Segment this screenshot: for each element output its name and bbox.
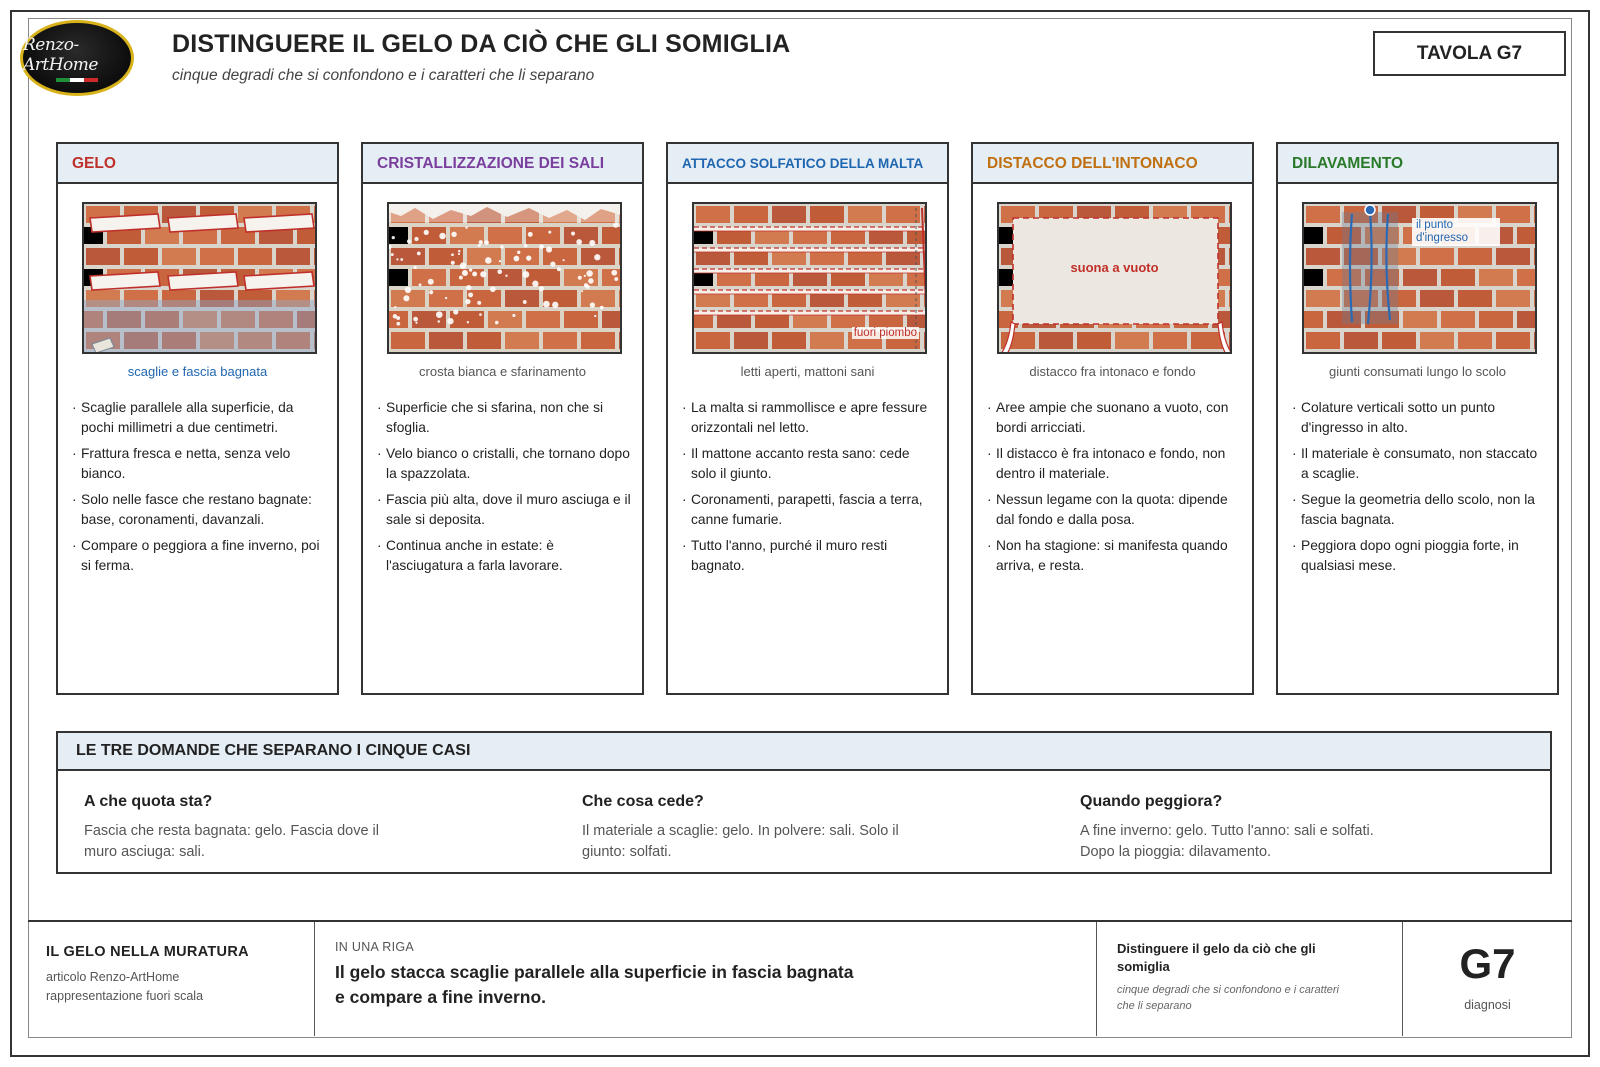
logo-text: Renzo-ArtHome <box>23 34 98 75</box>
illustration-gelo <box>82 202 317 354</box>
bullet-item: · Il distacco è fra intonaco e fondo, non dentro il materiale. <box>987 444 1242 484</box>
illustration-intonaco <box>997 202 1232 354</box>
bullet-list <box>72 398 327 582</box>
series-line: articolo Renzo-ArtHome <box>46 970 180 984</box>
page-subtitle: cinque degradi che si confondono e i caratteri che li separano <box>172 67 595 84</box>
illus-label-suona-a-vuoto: suona a vuoto <box>1070 260 1159 275</box>
panel-solfati <box>666 142 949 695</box>
question-answer: Il materiale a scaglie: gelo. In polvere: sali. Solo il giunto: solfati. <box>582 823 899 860</box>
bullet-list <box>682 398 937 582</box>
bullet-item: · Continua anche in estate: è l'asciugatura a farla lavorare. <box>377 536 632 576</box>
bullet-item: · Tutto l'anno, purché il muro resti bagnato. <box>682 536 937 576</box>
bullet-item: · Frattura fresca e netta, senza velo bianco. <box>72 444 327 484</box>
series-line: rappresentazione fuori scala <box>46 989 204 1003</box>
series-cell <box>28 922 314 1036</box>
question-column <box>1080 793 1410 863</box>
bullet-item: · Scaglie parallele alla superficie, da pochi millimetri a due centimetri. <box>72 398 327 438</box>
bullet-list <box>987 398 1242 582</box>
illus-label-line: d'ingresso <box>1416 232 1469 244</box>
bullet-item: · Aree ampie che suonano a vuoto, con bordi arricciati. <box>987 398 1242 438</box>
oneline-label: IN UNA RIGA <box>335 940 415 954</box>
renzo-arthome-logo <box>20 20 134 96</box>
panel-caption: scaglie e fascia bagnata <box>127 364 268 379</box>
bullet-item: · La malta si rammollisce e apre fessure orizzontali nel letto. <box>682 398 937 438</box>
illustration-dilavamento <box>1302 202 1537 354</box>
panel-caption: distacco fra intonaco e fondo <box>1029 364 1196 379</box>
bullet-item: · Non ha stagione: si manifesta quando arriva, e resta. <box>987 536 1242 576</box>
bullet-item: · Coronamenti, parapetti, fascia a terra, canne fumarie. <box>682 490 937 530</box>
panel-caption: letti aperti, mattoni sani <box>740 364 875 379</box>
bullet-item: · Il mattone accanto resta sano: cede solo il giunto. <box>682 444 937 484</box>
bullet-item: · Segue la geometria dello scolo, non la fascia bagnata. <box>1292 490 1547 530</box>
panel-sali <box>361 142 644 695</box>
sheet-code-label: diagnosi <box>1464 998 1511 1012</box>
brick-wall-illustration <box>84 204 317 354</box>
panel-dilavamento <box>1276 142 1559 695</box>
page-title: DISTINGUERE IL GELO DA CIÒ CHE GLI SOMIGLIA <box>172 30 791 58</box>
bullet-item: · Velo bianco o cristalli, che tornano dopo la spazzolata. <box>377 444 632 484</box>
illustration-sali <box>387 202 622 354</box>
oneline-text: Il gelo stacca scaglie parallele alla superficie in fascia bagnata e compare a fine inverno. <box>335 962 854 1007</box>
question-title: Quando peggiora? <box>1080 793 1223 810</box>
illus-label-line: il punto <box>1416 219 1454 231</box>
panel-title: GELO <box>58 144 337 184</box>
illus-label-punto-ingresso <box>1412 218 1500 246</box>
sheet-code: G7 <box>1459 940 1516 987</box>
bullet-item: · Il materiale è consumato, non staccato a scaglie. <box>1292 444 1547 484</box>
panel-title: ATTACCO SOLFATICO DELLA MALTA <box>668 144 947 184</box>
question-title: A che quota sta? <box>84 793 213 810</box>
oneline-cell <box>315 922 1095 1036</box>
bullet-item: · Solo nelle fasce che restano bagnate: base, coronamenti, davanzali. <box>72 490 327 530</box>
question-title: Che cosa cede? <box>582 793 704 810</box>
bullet-item: · Colature verticali sotto un punto d'ingresso in alto. <box>1292 398 1547 438</box>
panel-caption: crosta bianca e sfarinamento <box>419 364 586 379</box>
illustration-solfati <box>692 202 927 354</box>
bullet-item: · Peggiora dopo ogni pioggia forte, in qualsiasi mese. <box>1292 536 1547 576</box>
panel-title: DISTACCO DELL'INTONACO <box>973 144 1252 184</box>
brick-wall-illustration <box>389 204 622 354</box>
panel-caption: giunti consumati lungo lo scolo <box>1328 364 1507 379</box>
questions-title: LE TRE DOMANDE CHE SEPARANO I CINQUE CASI <box>58 733 1550 771</box>
bullet-list <box>377 398 632 582</box>
tavola-badge: TAVOLA G7 <box>1373 31 1566 76</box>
panel-title: CRISTALLIZZAZIONE DEI SALI <box>363 144 642 184</box>
illus-label-fuori-piombo: fuori piombo <box>853 327 917 339</box>
sheet-title: Distinguere il gelo da ciò che gli somiglia <box>1117 941 1316 974</box>
bullet-list <box>1292 398 1547 582</box>
panel-intonaco <box>971 142 1254 695</box>
panel-title: DILAVAMENTO <box>1278 144 1557 184</box>
italian-flag-icon <box>56 78 98 82</box>
series-title: IL GELO NELLA MURATURA <box>46 944 249 960</box>
sheet-title-cell <box>1097 922 1402 1036</box>
bullet-item: · Fascia più alta, dove il muro asciuga e il sale si deposita. <box>377 490 632 530</box>
panel-gelo <box>56 142 339 695</box>
brick-wall-illustration <box>999 204 1232 354</box>
question-answer: A fine inverno: gelo. Tutto l'anno: sali e solfati. Dopo la pioggia: dilavamento. <box>1080 823 1374 860</box>
bullet-item: · Nessun legame con la quota: dipende dal fondo e dalla posa. <box>987 490 1242 530</box>
questions-box <box>56 731 1552 874</box>
sheet-code-cell <box>1403 922 1572 1036</box>
bullet-item: · Compare o peggiora a fine inverno, poi si ferma. <box>72 536 327 576</box>
sheet-subtitle: cinque degradi che si confondono e i caratteri che li separano <box>1117 984 1339 1012</box>
series-subtitle <box>46 968 203 1006</box>
question-answer: Fascia che resta bagnata: gelo. Fascia dove il muro asciuga: sali. <box>84 823 379 860</box>
bullet-item: · Superficie che si sfarina, non che si sfoglia. <box>377 398 632 438</box>
title-block <box>28 920 1572 1036</box>
question-column <box>84 793 414 863</box>
question-column <box>582 793 912 863</box>
